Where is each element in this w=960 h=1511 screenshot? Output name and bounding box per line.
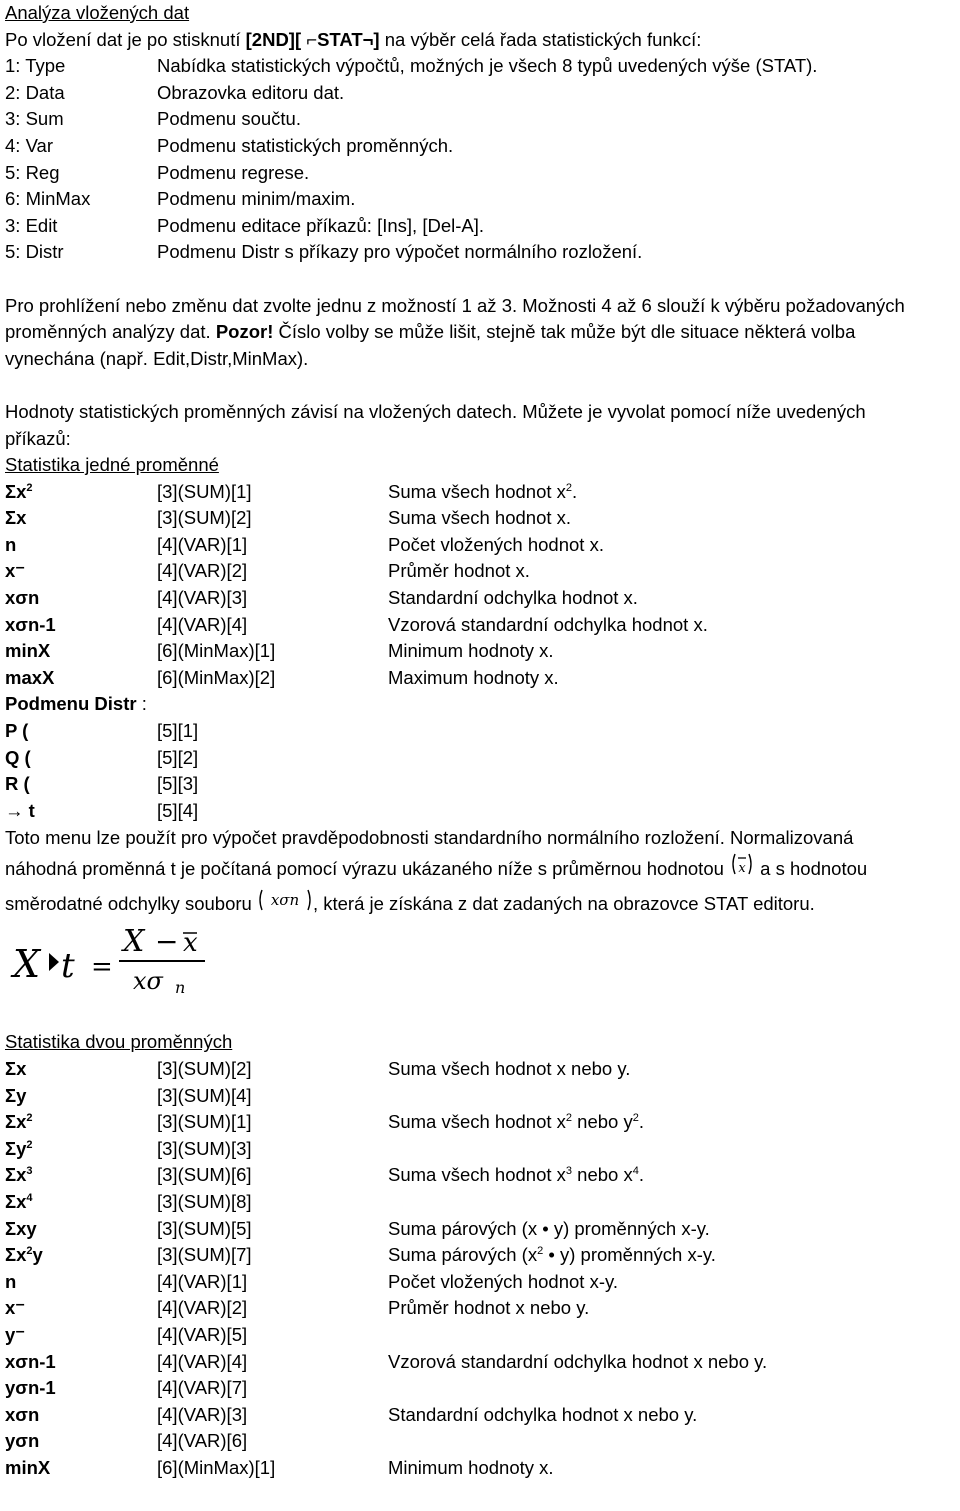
stat-row bbox=[5, 665, 960, 692]
stat-row bbox=[5, 1402, 960, 1429]
menu-item bbox=[5, 80, 960, 107]
stat-symbol: $\Sigma x^2y$ bbox=[5, 1244, 43, 1266]
menu-item-desc: Podmenu součtu. bbox=[157, 108, 301, 130]
stat-row bbox=[5, 1109, 960, 1136]
distr-command: [5][4] bbox=[157, 799, 199, 821]
stat-description: Počet vložených hodnot x-y. bbox=[388, 1270, 619, 1292]
stat-description: Suma všech hodnot $x^2$ nebo $y^2$. bbox=[388, 1111, 644, 1133]
stat-row bbox=[5, 532, 960, 559]
stat-symbol: $\Sigma x^4$ bbox=[5, 1190, 33, 1212]
stat-row bbox=[5, 585, 960, 612]
svg-text:xσn: xσn bbox=[270, 891, 300, 910]
stat-description: Minimum hodnoty x. bbox=[388, 640, 554, 662]
menu-item bbox=[5, 186, 960, 213]
stat-command: [4](VAR)[4] bbox=[157, 1350, 248, 1372]
stat-description: Vzorová standardní odchylka hodnot x nebo y. bbox=[388, 1350, 768, 1372]
stat-symbol: $\Sigma y^2$ bbox=[5, 1137, 33, 1159]
menu-item-desc: Podmenu statistických proměnných. bbox=[157, 134, 454, 156]
menu-item-key: 6: MinMax bbox=[5, 188, 91, 210]
stat-command: [4](VAR)[5] bbox=[157, 1323, 248, 1345]
stat-row bbox=[5, 1216, 960, 1243]
stat-description: Suma všech hodnot $x^2$. bbox=[388, 480, 578, 502]
stat-command: [6](MinMax)[2] bbox=[157, 666, 276, 688]
stat-row bbox=[5, 505, 960, 532]
stat-symbol: n bbox=[5, 1270, 17, 1292]
stat-symbol: xσn bbox=[5, 1403, 40, 1425]
menu-item bbox=[5, 160, 960, 187]
stat-symbol: minX bbox=[5, 1456, 51, 1478]
two-var-heading: Statistika dvou proměnných bbox=[5, 1031, 233, 1053]
stat-row bbox=[5, 1162, 960, 1189]
menu-item-key: 5: Distr bbox=[5, 241, 64, 263]
svg-text:xσ: xσ bbox=[133, 967, 163, 996]
svg-text:n: n bbox=[175, 978, 186, 998]
one-var-heading: Statistika jedné proměnné bbox=[5, 454, 219, 476]
distr-symbol: → t bbox=[5, 799, 35, 821]
stat-command: [4](VAR)[3] bbox=[157, 587, 248, 609]
stat-row bbox=[5, 1056, 960, 1083]
stat-row bbox=[5, 1295, 960, 1322]
mean-x-symbol bbox=[729, 851, 755, 877]
stat-symbol: $\Sigma x^2$ bbox=[5, 1111, 33, 1133]
stat-symbol: yσn-1 bbox=[5, 1377, 56, 1399]
stat-description: Maximum hodnoty x. bbox=[388, 666, 559, 688]
stat-command: [4](VAR)[1] bbox=[157, 533, 248, 555]
paragraph-distr: Toto menu lze použít pro výpočet pravděpodobnosti standardního normálního rozložení. Normalizovaná náhodná proměnná t je počítaná pomocí výrazu ukázaného níže s průměrnou hodnotou x a s hodnotou směrodatné odchylky souboru xσn , která je získána z dat zadaných na obrazovce STAT editoru. bbox=[5, 827, 868, 915]
stat-symbol: yσn bbox=[5, 1430, 40, 1452]
svg-text:x: x bbox=[738, 861, 746, 877]
stat-row bbox=[5, 1349, 960, 1376]
stat-command: [6](MinMax)[1] bbox=[157, 640, 276, 662]
stat-command: [3](SUM)[1] bbox=[157, 480, 252, 502]
stat-row bbox=[5, 558, 960, 585]
stat-command: [4](VAR)[2] bbox=[157, 1297, 248, 1319]
stat-description: Suma párových ($x^2$ • y) proměnných x-y. bbox=[388, 1244, 716, 1266]
intro-line: Po vložení dat je po stisknutí [2ND][ ⌐STAT¬] na výběr celá řada statistických funkcí: bbox=[5, 28, 702, 50]
stat-command: [4](VAR)[1] bbox=[157, 1270, 248, 1292]
menu-item-key: 5: Reg bbox=[5, 161, 60, 183]
distr-row bbox=[5, 771, 960, 798]
svg-text:x: x bbox=[183, 928, 198, 959]
distr-row bbox=[5, 745, 960, 772]
stat-row bbox=[5, 1189, 960, 1216]
stat-command: [4](VAR)[4] bbox=[157, 613, 248, 635]
distr-command: [5][2] bbox=[157, 746, 199, 768]
menu-item bbox=[5, 106, 960, 133]
stat-description: Suma všech hodnot x. bbox=[388, 507, 572, 529]
stat-symbol: maxX bbox=[5, 666, 55, 688]
normalization-formula bbox=[5, 923, 960, 1007]
svg-text:=: = bbox=[91, 952, 113, 983]
stat-row bbox=[5, 1428, 960, 1455]
stat-symbol: x⁻ bbox=[5, 1297, 26, 1319]
stat-row bbox=[5, 612, 960, 639]
distr-row bbox=[5, 718, 960, 745]
menu-item-desc: Obrazovka editoru dat. bbox=[157, 81, 345, 103]
page-title: Analýza vložených dat bbox=[5, 2, 190, 23]
menu-item-desc: Podmenu Distr s příkazy pro výpočet normálního rozložení. bbox=[157, 241, 643, 263]
stat-description: Vzorová standardní odchylka hodnot x. bbox=[388, 613, 708, 635]
stat-command: [6](MinMax)[1] bbox=[157, 1456, 276, 1478]
menu-item bbox=[5, 213, 960, 240]
stat-description: Standardní odchylka hodnot x. bbox=[388, 587, 638, 609]
stat-row bbox=[5, 1136, 960, 1163]
distr-heading: Podmenu Distr bbox=[5, 693, 137, 715]
menu-item-desc: Nabídka statistických výpočtů, možných je všech 8 typů uvedených výše (STAT). bbox=[157, 55, 818, 77]
stat-symbol: minX bbox=[5, 640, 51, 662]
stat-command: [3](SUM)[8] bbox=[157, 1190, 252, 1212]
stat-row bbox=[5, 1455, 960, 1482]
stat-symbol: $\Sigma x^2$ bbox=[5, 480, 33, 502]
sigma-xn-symbol bbox=[257, 888, 313, 912]
stat-description: Suma všech hodnot $x^3$ nebo $x^4$. bbox=[388, 1164, 644, 1186]
stat-row bbox=[5, 1242, 960, 1269]
stat-command: [3](SUM)[7] bbox=[157, 1244, 252, 1266]
menu-item-key: 3: Sum bbox=[5, 108, 64, 130]
stat-symbol: xσn-1 bbox=[5, 1350, 56, 1372]
menu-item bbox=[5, 53, 960, 80]
distr-command: [5][3] bbox=[157, 773, 199, 795]
stat-description: Suma všech hodnot x nebo y. bbox=[388, 1058, 631, 1079]
distr-command: [5][1] bbox=[157, 720, 199, 742]
distr-row bbox=[5, 798, 960, 825]
stat-command: [4](VAR)[3] bbox=[157, 1403, 248, 1425]
stat-command: [3](SUM)[3] bbox=[157, 1137, 252, 1159]
stat-description: Průměr hodnot x nebo y. bbox=[388, 1297, 590, 1319]
menu-item bbox=[5, 239, 960, 266]
menu-item-desc: Podmenu regrese. bbox=[157, 161, 310, 183]
menu-item-key: 4: Var bbox=[5, 134, 53, 156]
menu-items-list bbox=[5, 53, 960, 266]
stat-row bbox=[5, 1083, 960, 1110]
stat-description: Minimum hodnoty x. bbox=[388, 1456, 554, 1478]
stat-row bbox=[5, 1269, 960, 1296]
document-page: Analýza vložených dat Po vložení dat je po stisknutí [2ND][ ⌐STAT¬] na výběr celá řada statistických funkcí: 1: Type Nabídka statistických výpočtů, možných je všech 8 typů uvedených výše (STAT). 2: Data Obrazovka editoru dat. 3: Sum Podmenu součtu. 4: Var Podmenu statistických proměnných. 5: Reg Podmenu regrese. 6: MinMax Podmenu minim/maxim. 3: Edit Podmenu editace příkazů: [Ins], [Del-A]. 5: Distr Podmenu Distr s příkazy pro výpočet normálního rozložení. Pro prohlížení nebo změnu dat zvolte jednu z možností 1 až 3. Možnosti 4 až 6 slouží k výběru požadovaných proměnných analýzy dat. Pozor! Číslo volby se může lišit, stejně tak může být dle situace některá volba vynechána (např. Edit,Distr,MinMax). Hodnoty statistických proměnných závisí na vložených datech. Můžete je vyvolat pomocí níže uvedených příkazů: Statistika jedné proměnné $\Sigma x^2$ [3](SUM)[1] Suma všech hodnot $x^2$. Σx [3](SUM)[2] Suma všech hodnot x. n [4](VAR)[1] Počet vložených hodnot x. x⁻ [4](VAR)[2] Průměr hodnot x. xσn [4](VAR)[3] Standardní odchylka hodnot x. xσn-1 [4](VAR)[4] Vzorová standardní odchylka hodnot x. minX [6](MinMax)[1] Minimum hodnoty x. maxX [6](MinMax)[2] Maximum hodnoty x. Podmenu Distr : P ( [5][1] Q ( [5][2] R ( [5][3] → t [5][4] Toto menu lze použít pro výpočet pravděpodobnosti standardního normálního rozložení. Normalizovaná náhodná proměnná t je počítaná pomocí výrazu ukázaného níže s průměrnou hodnotou x a s hodnotou směrodatné odchylky souboru xσn , která je získána z dat zadaných na obrazovce STAT editoru. X t = X − x xσ n Statistika dvou proměnných Σx [3](SUM)[2] Suma všech hodnot x nebo y. Σy [3](SUM)[4] $\Sigma x^2$ [3](SUM)[1] Suma všech hodnot $x^2$ nebo $y^2$. $\Sigma y^2$ [3](SUM)[3] $\Sigma x^3$ [3](SUM)[6] Suma všech hodnot $x^3$ nebo $x^4$. $\Sigma x^4$ [3](SUM)[8] Σxy [3](SUM)[5] Suma párových (x • y) proměnných x-y. $\Sigma x^2y$ [3](SUM)[7] Suma párových ($x^2$ • y) proměnných x-y. n [4](VAR)[1] Počet vložených hodnot x-y. x⁻ [4](VAR)[2] Průměr hodnot x nebo y. y⁻ [4](VAR)[5] xσn-1 [4](VAR)[4] Vzorová standardní odchylka hodnot x nebo y. yσn-1 [4](VAR)[7] xσn [4](VAR)[3] Standardní odchylka hodnot x nebo y. yσn [4](VAR)[6] minX [6](MinMax)[1] Minimum hodnoty x. bbox=[5, 0, 960, 1482]
paragraph-options: Pro prohlížení nebo změnu dat zvolte jednu z možností 1 až 3. Možnosti 4 až 6 slouží k výběru požadovaných proměnných analýzy dat. Pozor! Číslo volby se může lišit, stejně tak může být dle situace některá volba vynechána (např. Edit,Distr,MinMax). bbox=[5, 294, 905, 369]
stat-symbol: $\Sigma x^3$ bbox=[5, 1164, 33, 1186]
menu-item-desc: Podmenu minim/maxim. bbox=[157, 188, 356, 210]
paragraph-values: Hodnoty statistických proměnných závisí na vložených datech. Můžete je vyvolat pomocí níže uvedených příkazů: bbox=[5, 400, 866, 449]
stat-command: [4](VAR)[2] bbox=[157, 560, 248, 582]
stat-command: [3](SUM)[2] bbox=[157, 507, 252, 529]
stat-description: Průměr hodnot x. bbox=[388, 560, 530, 582]
distr-symbol: P ( bbox=[5, 720, 29, 742]
menu-item bbox=[5, 133, 960, 160]
stat-command: [3](SUM)[5] bbox=[157, 1217, 252, 1239]
distr-symbol: R ( bbox=[5, 773, 30, 795]
menu-item-key: 2: Data bbox=[5, 81, 65, 103]
menu-item-desc: Podmenu editace příkazů: [Ins], [Del-A]. bbox=[157, 214, 484, 236]
stat-row bbox=[5, 1322, 960, 1349]
stat-description: Standardní odchylka hodnot x nebo y. bbox=[388, 1403, 698, 1425]
distr-symbol: Q ( bbox=[5, 746, 31, 768]
stat-description: Suma párových (x • y) proměnných x-y. bbox=[388, 1217, 710, 1239]
stat-keys: [2ND][ ⌐STAT¬] bbox=[245, 28, 380, 50]
svg-text:−: − bbox=[155, 925, 179, 959]
stat-symbol: xσn bbox=[5, 587, 40, 609]
menu-item-key: 3: Edit bbox=[5, 214, 58, 236]
stat-symbol: n bbox=[5, 533, 17, 555]
stat-command: [3](SUM)[1] bbox=[157, 1111, 252, 1133]
one-var-table bbox=[5, 479, 960, 692]
stat-command: [4](VAR)[7] bbox=[157, 1377, 248, 1399]
stat-description: Počet vložených hodnot x. bbox=[388, 533, 604, 555]
svg-text:X: X bbox=[13, 942, 41, 987]
stat-command: [3](SUM)[6] bbox=[157, 1164, 252, 1186]
menu-item-key: 1: Type bbox=[5, 55, 66, 77]
svg-text:X: X bbox=[123, 924, 145, 960]
stat-symbol: xσn-1 bbox=[5, 613, 56, 635]
stat-command: [3](SUM)[2] bbox=[157, 1058, 252, 1079]
stat-symbol: Σxy bbox=[5, 1217, 37, 1239]
svg-text:t: t bbox=[61, 946, 75, 987]
stat-symbol: Σx bbox=[5, 507, 27, 529]
stat-row bbox=[5, 638, 960, 665]
stat-command: [3](SUM)[4] bbox=[157, 1084, 252, 1106]
stat-symbol: Σx bbox=[5, 1058, 27, 1079]
stat-row bbox=[5, 479, 960, 506]
stat-symbol: x⁻ bbox=[5, 560, 26, 582]
stat-row bbox=[5, 1375, 960, 1402]
stat-symbol: y⁻ bbox=[5, 1323, 26, 1345]
distr-table bbox=[5, 718, 960, 824]
stat-command: [4](VAR)[6] bbox=[157, 1430, 248, 1452]
stat-symbol: Σy bbox=[5, 1084, 27, 1106]
two-var-table bbox=[5, 1056, 960, 1482]
